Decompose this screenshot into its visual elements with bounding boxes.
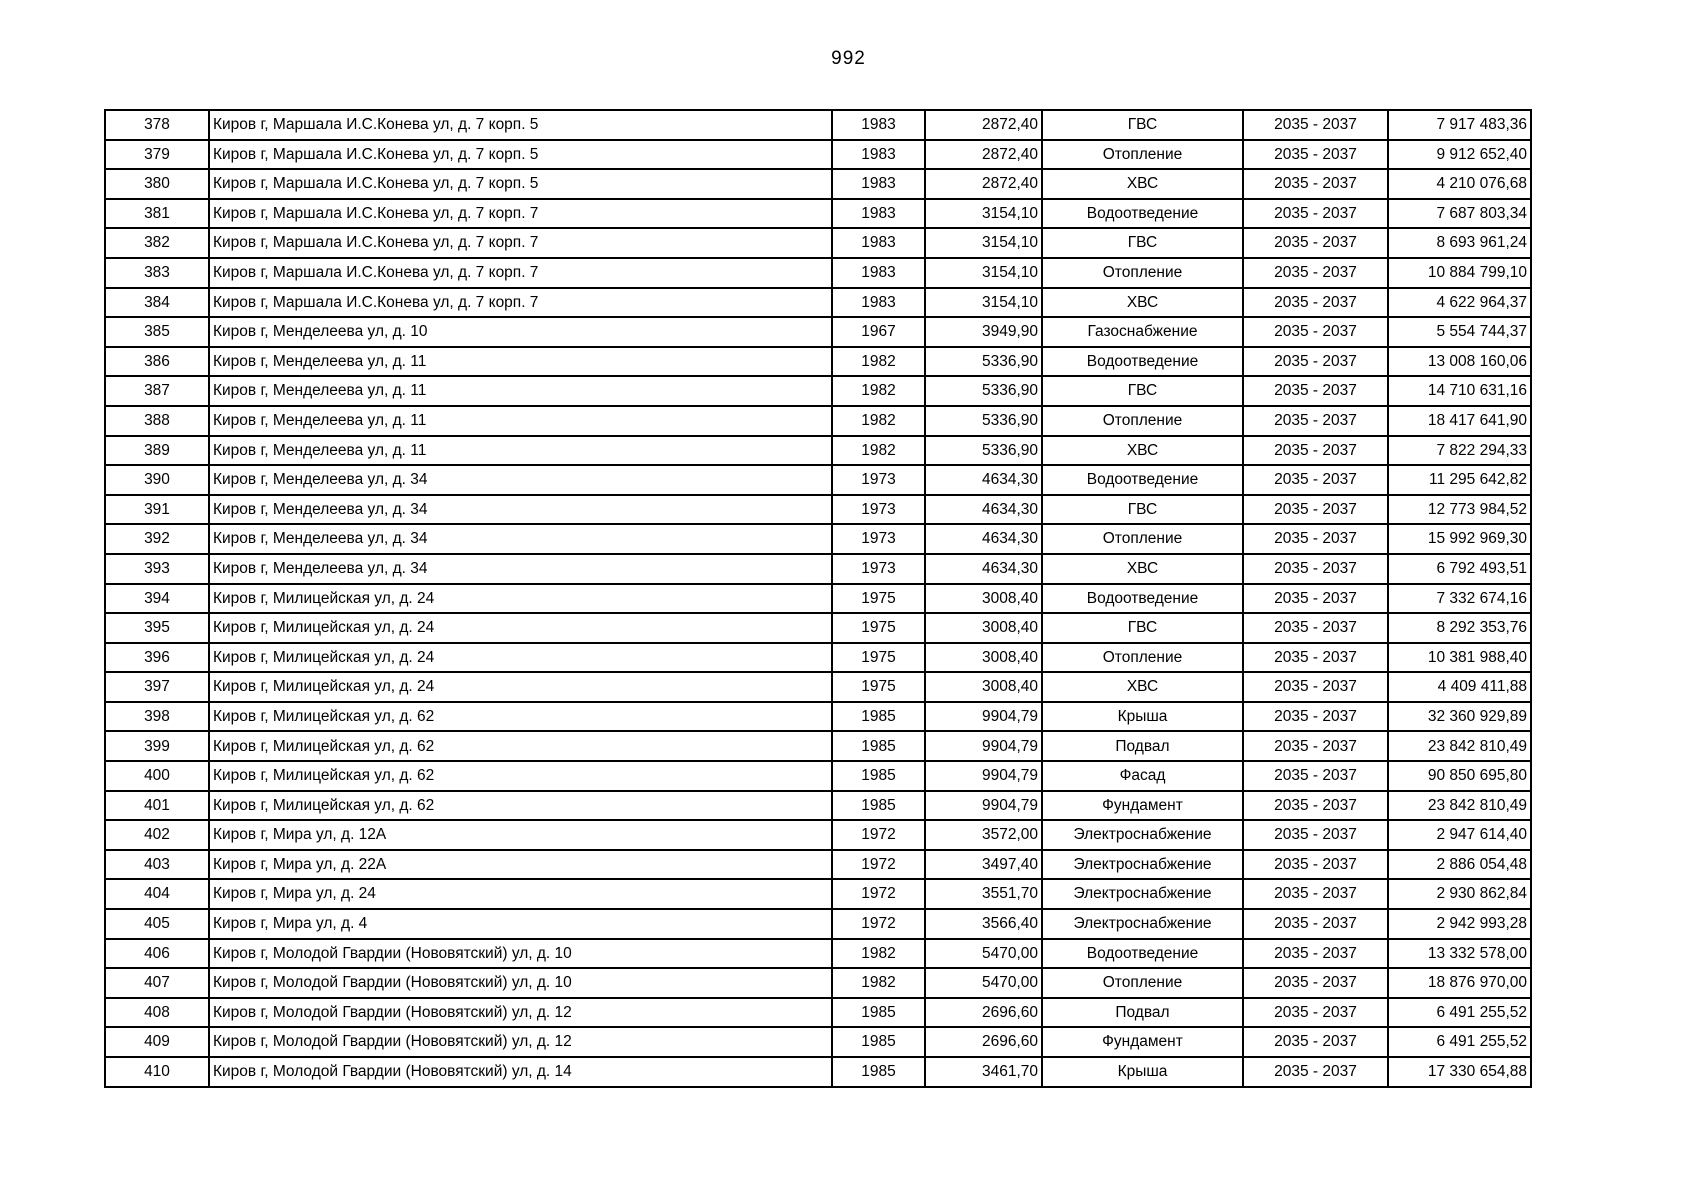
row-number-cell: 401 (105, 791, 209, 821)
cost-cell: 2 942 993,28 (1388, 909, 1531, 939)
work-type-cell: Электроснабжение (1042, 909, 1243, 939)
records-table (104, 109, 1532, 1088)
work-type-cell: Фундамент (1042, 1027, 1243, 1057)
work-type-cell: ХВС (1042, 169, 1243, 199)
period-cell: 2035 - 2037 (1243, 169, 1388, 199)
year-built-cell: 1982 (832, 376, 925, 406)
year-built-cell: 1982 (832, 406, 925, 436)
address-cell: Киров г, Милицейская ул, д. 24 (209, 643, 832, 673)
address-cell: Киров г, Молодой Гвардии (Нововятский) ул, д. 14 (209, 1057, 832, 1087)
address-cell: Киров г, Менделеева ул, д. 11 (209, 347, 832, 377)
address-cell: Киров г, Маршала И.С.Конева ул, д. 7 корп. 7 (209, 228, 832, 258)
row-number-cell: 400 (105, 761, 209, 791)
table-row (105, 376, 1531, 406)
year-built-cell: 1985 (832, 791, 925, 821)
area-cell: 3572,00 (925, 820, 1042, 850)
row-number-cell: 391 (105, 495, 209, 525)
table-row (105, 879, 1531, 909)
period-cell: 2035 - 2037 (1243, 110, 1388, 140)
work-type-cell: Подвал (1042, 731, 1243, 761)
address-cell: Киров г, Молодой Гвардии (Нововятский) ул, д. 12 (209, 998, 832, 1028)
year-built-cell: 1983 (832, 258, 925, 288)
work-type-cell: ХВС (1042, 672, 1243, 702)
cost-cell: 8 693 961,24 (1388, 228, 1531, 258)
address-cell: Киров г, Мира ул, д. 12А (209, 820, 832, 850)
address-cell: Киров г, Менделеева ул, д. 34 (209, 524, 832, 554)
area-cell: 5336,90 (925, 376, 1042, 406)
period-cell: 2035 - 2037 (1243, 465, 1388, 495)
year-built-cell: 1972 (832, 820, 925, 850)
work-type-cell: Электроснабжение (1042, 879, 1243, 909)
row-number-cell: 382 (105, 228, 209, 258)
row-number-cell: 410 (105, 1057, 209, 1087)
cost-cell: 2 886 054,48 (1388, 850, 1531, 880)
period-cell: 2035 - 2037 (1243, 1027, 1388, 1057)
row-number-cell: 387 (105, 376, 209, 406)
area-cell: 3008,40 (925, 584, 1042, 614)
cost-cell: 10 381 988,40 (1388, 643, 1531, 673)
address-cell: Киров г, Маршала И.С.Конева ул, д. 7 корп. 7 (209, 288, 832, 318)
cost-cell: 15 992 969,30 (1388, 524, 1531, 554)
row-number-cell: 407 (105, 968, 209, 998)
address-cell: Киров г, Маршала И.С.Конева ул, д. 7 корп. 5 (209, 140, 832, 170)
year-built-cell: 1985 (832, 1027, 925, 1057)
address-cell: Киров г, Менделеева ул, д. 34 (209, 465, 832, 495)
table-row (105, 436, 1531, 466)
year-built-cell: 1985 (832, 731, 925, 761)
row-number-cell: 395 (105, 613, 209, 643)
period-cell: 2035 - 2037 (1243, 584, 1388, 614)
area-cell: 2696,60 (925, 1027, 1042, 1057)
row-number-cell: 389 (105, 436, 209, 466)
address-cell: Киров г, Милицейская ул, д. 24 (209, 672, 832, 702)
year-built-cell: 1982 (832, 939, 925, 969)
cost-cell: 10 884 799,10 (1388, 258, 1531, 288)
area-cell: 3154,10 (925, 199, 1042, 229)
period-cell: 2035 - 2037 (1243, 406, 1388, 436)
work-type-cell: Газоснабжение (1042, 317, 1243, 347)
period-cell: 2035 - 2037 (1243, 524, 1388, 554)
area-cell: 2872,40 (925, 110, 1042, 140)
year-built-cell: 1973 (832, 465, 925, 495)
row-number-cell: 409 (105, 1027, 209, 1057)
row-number-cell: 403 (105, 850, 209, 880)
period-cell: 2035 - 2037 (1243, 228, 1388, 258)
address-cell: Киров г, Маршала И.С.Конева ул, д. 7 корп. 7 (209, 199, 832, 229)
year-built-cell: 1983 (832, 169, 925, 199)
address-cell: Киров г, Молодой Гвардии (Нововятский) ул, д. 10 (209, 968, 832, 998)
row-number-cell: 386 (105, 347, 209, 377)
table-row (105, 524, 1531, 554)
address-cell: Киров г, Молодой Гвардии (Нововятский) ул, д. 12 (209, 1027, 832, 1057)
year-built-cell: 1967 (832, 317, 925, 347)
row-number-cell: 406 (105, 939, 209, 969)
period-cell: 2035 - 2037 (1243, 731, 1388, 761)
table-row (105, 820, 1531, 850)
address-cell: Киров г, Менделеева ул, д. 34 (209, 495, 832, 525)
area-cell: 4634,30 (925, 465, 1042, 495)
year-built-cell: 1983 (832, 199, 925, 229)
period-cell: 2035 - 2037 (1243, 1057, 1388, 1087)
address-cell: Киров г, Милицейская ул, д. 62 (209, 731, 832, 761)
period-cell: 2035 - 2037 (1243, 820, 1388, 850)
row-number-cell: 408 (105, 998, 209, 1028)
table-row (105, 317, 1531, 347)
cost-cell: 90 850 695,80 (1388, 761, 1531, 791)
work-type-cell: Водоотведение (1042, 347, 1243, 377)
address-cell: Киров г, Маршала И.С.Конева ул, д. 7 корп. 7 (209, 258, 832, 288)
table-row (105, 288, 1531, 318)
year-built-cell: 1983 (832, 228, 925, 258)
row-number-cell: 380 (105, 169, 209, 199)
cost-cell: 11 295 642,82 (1388, 465, 1531, 495)
address-cell: Киров г, Менделеева ул, д. 11 (209, 406, 832, 436)
year-built-cell: 1982 (832, 347, 925, 377)
table-row (105, 939, 1531, 969)
work-type-cell: Отопление (1042, 643, 1243, 673)
year-built-cell: 1983 (832, 140, 925, 170)
address-cell: Киров г, Мира ул, д. 24 (209, 879, 832, 909)
area-cell: 2696,60 (925, 998, 1042, 1028)
work-type-cell: ГВС (1042, 376, 1243, 406)
cost-cell: 7 332 674,16 (1388, 584, 1531, 614)
year-built-cell: 1985 (832, 1057, 925, 1087)
area-cell: 9904,79 (925, 702, 1042, 732)
table-row (105, 672, 1531, 702)
year-built-cell: 1982 (832, 436, 925, 466)
work-type-cell: Отопление (1042, 406, 1243, 436)
address-cell: Киров г, Милицейская ул, д. 24 (209, 613, 832, 643)
cost-cell: 18 417 641,90 (1388, 406, 1531, 436)
period-cell: 2035 - 2037 (1243, 998, 1388, 1028)
address-cell: Киров г, Мира ул, д. 4 (209, 909, 832, 939)
area-cell: 5470,00 (925, 939, 1042, 969)
work-type-cell: Фундамент (1042, 791, 1243, 821)
year-built-cell: 1972 (832, 909, 925, 939)
area-cell: 5336,90 (925, 406, 1042, 436)
address-cell: Киров г, Менделеева ул, д. 34 (209, 554, 832, 584)
table-row (105, 169, 1531, 199)
table-row (105, 258, 1531, 288)
work-type-cell: Отопление (1042, 968, 1243, 998)
row-number-cell: 388 (105, 406, 209, 436)
cost-cell: 4 210 076,68 (1388, 169, 1531, 199)
table-row (105, 731, 1531, 761)
row-number-cell: 381 (105, 199, 209, 229)
table-row (105, 140, 1531, 170)
period-cell: 2035 - 2037 (1243, 879, 1388, 909)
cost-cell: 7 687 803,34 (1388, 199, 1531, 229)
work-type-cell: Отопление (1042, 140, 1243, 170)
table-row (105, 968, 1531, 998)
work-type-cell: ХВС (1042, 554, 1243, 584)
year-built-cell: 1983 (832, 288, 925, 318)
period-cell: 2035 - 2037 (1243, 850, 1388, 880)
table-row (105, 613, 1531, 643)
area-cell: 3008,40 (925, 643, 1042, 673)
row-number-cell: 392 (105, 524, 209, 554)
area-cell: 2872,40 (925, 169, 1042, 199)
period-cell: 2035 - 2037 (1243, 791, 1388, 821)
year-built-cell: 1973 (832, 524, 925, 554)
work-type-cell: Отопление (1042, 524, 1243, 554)
year-built-cell: 1983 (832, 110, 925, 140)
row-number-cell: 405 (105, 909, 209, 939)
work-type-cell: Фасад (1042, 761, 1243, 791)
cost-cell: 14 710 631,16 (1388, 376, 1531, 406)
page-number: 992 (831, 48, 866, 69)
work-type-cell: Крыша (1042, 1057, 1243, 1087)
period-cell: 2035 - 2037 (1243, 554, 1388, 584)
period-cell: 2035 - 2037 (1243, 761, 1388, 791)
row-number-cell: 398 (105, 702, 209, 732)
year-built-cell: 1985 (832, 761, 925, 791)
address-cell: Киров г, Маршала И.С.Конева ул, д. 7 корп. 5 (209, 169, 832, 199)
row-number-cell: 384 (105, 288, 209, 318)
work-type-cell: Водоотведение (1042, 199, 1243, 229)
year-built-cell: 1985 (832, 702, 925, 732)
area-cell: 9904,79 (925, 731, 1042, 761)
period-cell: 2035 - 2037 (1243, 909, 1388, 939)
year-built-cell: 1982 (832, 968, 925, 998)
cost-cell: 7 822 294,33 (1388, 436, 1531, 466)
year-built-cell: 1972 (832, 879, 925, 909)
cost-cell: 4 622 964,37 (1388, 288, 1531, 318)
area-cell: 4634,30 (925, 495, 1042, 525)
work-type-cell: ХВС (1042, 288, 1243, 318)
period-cell: 2035 - 2037 (1243, 495, 1388, 525)
table-row (105, 228, 1531, 258)
area-cell: 5336,90 (925, 436, 1042, 466)
work-type-cell: ГВС (1042, 228, 1243, 258)
work-type-cell: Электроснабжение (1042, 820, 1243, 850)
year-built-cell: 1985 (832, 998, 925, 1028)
address-cell: Киров г, Маршала И.С.Конева ул, д. 7 корп. 5 (209, 110, 832, 140)
address-cell: Киров г, Менделеева ул, д. 11 (209, 376, 832, 406)
work-type-cell: ХВС (1042, 436, 1243, 466)
area-cell: 4634,30 (925, 554, 1042, 584)
table-row (105, 761, 1531, 791)
area-cell: 3008,40 (925, 672, 1042, 702)
cost-cell: 12 773 984,52 (1388, 495, 1531, 525)
period-cell: 2035 - 2037 (1243, 702, 1388, 732)
area-cell: 3008,40 (925, 613, 1042, 643)
cost-cell: 6 491 255,52 (1388, 998, 1531, 1028)
period-cell: 2035 - 2037 (1243, 643, 1388, 673)
cost-cell: 6 491 255,52 (1388, 1027, 1531, 1057)
area-cell: 3461,70 (925, 1057, 1042, 1087)
cost-cell: 23 842 810,49 (1388, 731, 1531, 761)
address-cell: Киров г, Мира ул, д. 22А (209, 850, 832, 880)
row-number-cell: 396 (105, 643, 209, 673)
work-type-cell: Крыша (1042, 702, 1243, 732)
row-number-cell: 385 (105, 317, 209, 347)
year-built-cell: 1973 (832, 495, 925, 525)
table-row (105, 850, 1531, 880)
table-row (105, 643, 1531, 673)
area-cell: 4634,30 (925, 524, 1042, 554)
table-row (105, 909, 1531, 939)
year-built-cell: 1975 (832, 613, 925, 643)
table-row (105, 1027, 1531, 1057)
cost-cell: 17 330 654,88 (1388, 1057, 1531, 1087)
area-cell: 3154,10 (925, 258, 1042, 288)
area-cell: 3551,70 (925, 879, 1042, 909)
work-type-cell: Водоотведение (1042, 584, 1243, 614)
period-cell: 2035 - 2037 (1243, 968, 1388, 998)
table-row (105, 347, 1531, 377)
work-type-cell: Электроснабжение (1042, 850, 1243, 880)
address-cell: Киров г, Менделеева ул, д. 11 (209, 436, 832, 466)
cost-cell: 8 292 353,76 (1388, 613, 1531, 643)
table-row (105, 554, 1531, 584)
cost-cell: 6 792 493,51 (1388, 554, 1531, 584)
table-row (105, 406, 1531, 436)
period-cell: 2035 - 2037 (1243, 436, 1388, 466)
area-cell: 3497,40 (925, 850, 1042, 880)
area-cell: 5336,90 (925, 347, 1042, 377)
table-row (105, 1057, 1531, 1087)
cost-cell: 18 876 970,00 (1388, 968, 1531, 998)
table-row (105, 584, 1531, 614)
row-number-cell: 399 (105, 731, 209, 761)
table-row (105, 791, 1531, 821)
work-type-cell: ГВС (1042, 110, 1243, 140)
table-row (105, 110, 1531, 140)
year-built-cell: 1975 (832, 643, 925, 673)
period-cell: 2035 - 2037 (1243, 939, 1388, 969)
work-type-cell: Подвал (1042, 998, 1243, 1028)
work-type-cell: Водоотведение (1042, 465, 1243, 495)
period-cell: 2035 - 2037 (1243, 140, 1388, 170)
address-cell: Киров г, Милицейская ул, д. 62 (209, 791, 832, 821)
address-cell: Киров г, Молодой Гвардии (Нововятский) ул, д. 10 (209, 939, 832, 969)
table-row (105, 702, 1531, 732)
row-number-cell: 378 (105, 110, 209, 140)
row-number-cell: 393 (105, 554, 209, 584)
work-type-cell: ГВС (1042, 495, 1243, 525)
area-cell: 3949,90 (925, 317, 1042, 347)
period-cell: 2035 - 2037 (1243, 258, 1388, 288)
row-number-cell: 379 (105, 140, 209, 170)
work-type-cell: ГВС (1042, 613, 1243, 643)
address-cell: Киров г, Менделеева ул, д. 10 (209, 317, 832, 347)
year-built-cell: 1972 (832, 850, 925, 880)
year-built-cell: 1975 (832, 672, 925, 702)
period-cell: 2035 - 2037 (1243, 376, 1388, 406)
cost-cell: 13 332 578,00 (1388, 939, 1531, 969)
address-cell: Киров г, Милицейская ул, д. 62 (209, 702, 832, 732)
cost-cell: 4 409 411,88 (1388, 672, 1531, 702)
row-number-cell: 402 (105, 820, 209, 850)
cost-cell: 5 554 744,37 (1388, 317, 1531, 347)
area-cell: 2872,40 (925, 140, 1042, 170)
area-cell: 9904,79 (925, 761, 1042, 791)
table-row (105, 495, 1531, 525)
table-row (105, 998, 1531, 1028)
period-cell: 2035 - 2037 (1243, 347, 1388, 377)
cost-cell: 32 360 929,89 (1388, 702, 1531, 732)
period-cell: 2035 - 2037 (1243, 613, 1388, 643)
area-cell: 9904,79 (925, 791, 1042, 821)
cost-cell: 2 930 862,84 (1388, 879, 1531, 909)
row-number-cell: 404 (105, 879, 209, 909)
area-cell: 5470,00 (925, 968, 1042, 998)
year-built-cell: 1973 (832, 554, 925, 584)
period-cell: 2035 - 2037 (1243, 199, 1388, 229)
work-type-cell: Отопление (1042, 258, 1243, 288)
work-type-cell: Водоотведение (1042, 939, 1243, 969)
area-cell: 3566,40 (925, 909, 1042, 939)
row-number-cell: 390 (105, 465, 209, 495)
period-cell: 2035 - 2037 (1243, 317, 1388, 347)
period-cell: 2035 - 2037 (1243, 288, 1388, 318)
cost-cell: 2 947 614,40 (1388, 820, 1531, 850)
address-cell: Киров г, Милицейская ул, д. 62 (209, 761, 832, 791)
period-cell: 2035 - 2037 (1243, 672, 1388, 702)
table-row (105, 199, 1531, 229)
records-body (105, 110, 1531, 1087)
area-cell: 3154,10 (925, 228, 1042, 258)
area-cell: 3154,10 (925, 288, 1042, 318)
address-cell: Киров г, Милицейская ул, д. 24 (209, 584, 832, 614)
row-number-cell: 394 (105, 584, 209, 614)
cost-cell: 23 842 810,49 (1388, 791, 1531, 821)
row-number-cell: 383 (105, 258, 209, 288)
cost-cell: 7 917 483,36 (1388, 110, 1531, 140)
cost-cell: 13 008 160,06 (1388, 347, 1531, 377)
cost-cell: 9 912 652,40 (1388, 140, 1531, 170)
year-built-cell: 1975 (832, 584, 925, 614)
table-row (105, 465, 1531, 495)
row-number-cell: 397 (105, 672, 209, 702)
